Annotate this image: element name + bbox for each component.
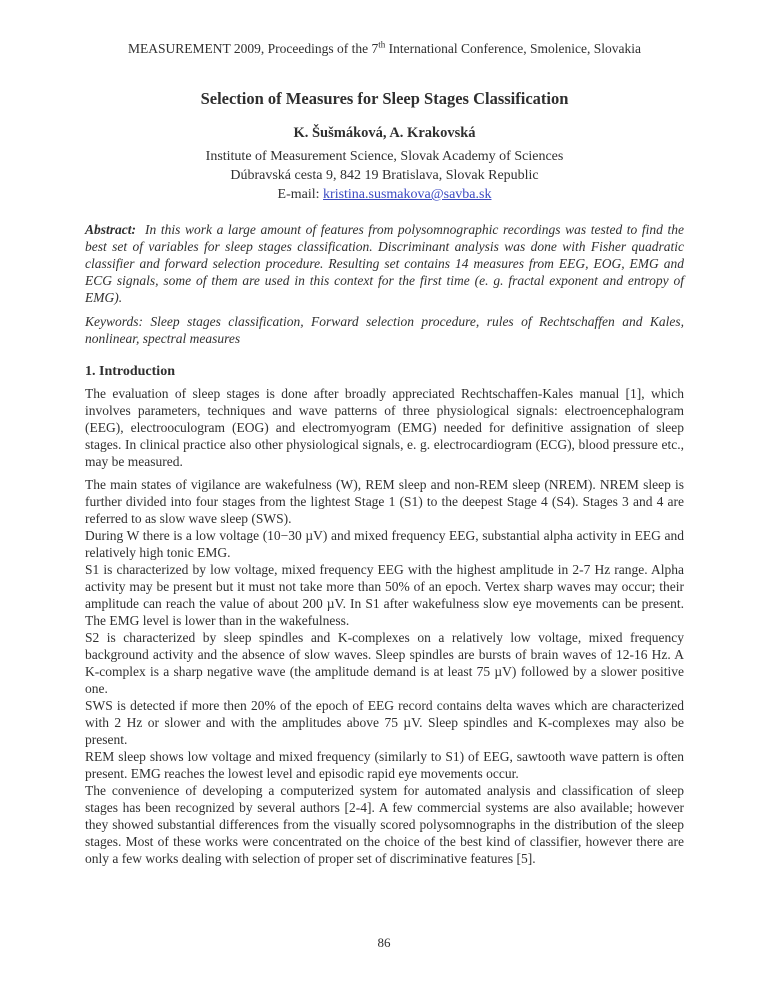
abstract-label: Abstract: (85, 222, 137, 237)
email-link[interactable]: kristina.susmakova@savba.sk (323, 187, 492, 202)
authors-line: K. Šušmáková, A. Krakovská (293, 125, 476, 141)
abstract-paragraph (85, 221, 684, 306)
introduction-heading: 1. Introduction (85, 364, 175, 379)
paper-title: Selection of Measures for Sleep Stages Classification (200, 89, 569, 108)
conference-header-suffix: International Conference, Smolenice, Slovakia (385, 41, 641, 56)
intro-paragraph: SWS is detected if more then 20% of the epoch of EEG record contains delta waves which are characterized with 2 Hz or slower and with the amplitudes above 75 µV. Sleep spindles and K-complexes may also be present. (85, 698, 684, 747)
conference-header-superscript: th (378, 39, 386, 50)
introduction-body (85, 385, 684, 867)
affiliation-institute: Institute of Measurement Science, Slovak Academy of Sciences (205, 149, 564, 164)
affiliation-block (85, 147, 684, 204)
intro-paragraph: The convenience of developing a computerized system for automated analysis and classification of sleep stages has been recognized by several authors [2-4]. A few commercial systems are also available; however they showed substantial differences from the visually scored polysomnographs in the distribution of the sleep stages. Most of these works were concentrated on the choice of the best kind of classifier, however there are only a few works dealing with selection of proper set of discriminative features [5]. (85, 783, 684, 866)
keywords-line: Keywords: Sleep stages classification, Forward selection procedure, rules of Rechtschaffen and Kales, nonlinear, spectral measures (85, 314, 684, 346)
intro-paragraph: The evaluation of sleep stages is done after broadly appreciated Rechtschaffen-Kales manual [1], which involves parameters, techniques and wave patterns of three physiological signals: electroencephalogram (EEG), electrooculogram (EOG) and electromyogram (EMG) needed for definitive assignation of sleep stages. In clinical practice also other physiological signals, e. g. electrocardiogram (ECG), blood pressure etc., may be measured. (85, 386, 684, 469)
intro-paragraph: S2 is characterized by sleep spindles and K-complexes on a relatively low voltage, mixed frequency background activity and the absence of slow waves. Sleep spindles are bursts of brain waves of 12-16 Hz. A K-complex is a sharp negative wave (the amplitude demand is at least 75 µV) followed by a slower positive one. (85, 630, 684, 696)
intro-paragraph: During W there is a low voltage (10−30 µV) and mixed frequency EEG, substantial alpha activity in EEG and relatively high tonic EMG. (85, 528, 684, 560)
email-line (85, 185, 684, 204)
conference-header-prefix: MEASUREMENT 2009, Proceedings of the 7 (128, 41, 379, 56)
intro-paragraph: REM sleep shows low voltage and mixed frequency (similarly to S1) of EEG, sawtooth wave pattern is often present. EMG reaches the lowest level and episodic rapid eye movements occur. (85, 749, 684, 781)
intro-paragraph: The main states of vigilance are wakefulness (W), REM sleep and non-REM sleep (NREM). NREM sleep is further divided into four stages from the lightest Stage 1 (S1) to the deepest Stage 4 (S4). Stages 3 and 4 are referred to as slow wave sleep (SWS). (85, 477, 684, 526)
page-number: 86 (377, 935, 391, 950)
intro-paragraph: S1 is characterized by low voltage, mixed frequency EEG with the highest amplitude in 2-7 Hz range. Alpha activity may be present but it must not take more than 50% of an epoch. Vertex sharp waves may occur; their amplitude can reach the value of about 200 µV. In S1 after wakefulness slow eye movements can be present. The EMG level is lower than in the wakefulness. (85, 562, 684, 628)
email-label: E-mail: (277, 187, 324, 202)
conference-header (85, 40, 684, 57)
affiliation-address: Dúbravská cesta 9, 842 19 Bratislava, Slovak Republic (230, 168, 539, 183)
abstract-text: In this work a large amount of features from polysomnographic recordings was tested to find the best set of variables for sleep stages classification. Discriminant analysis was done with Fisher quadratic classifier and forward selection procedure. Resulting set contains 14 measures from EEG, EOG, EMG and ECG signals, some of them are used in this context for the first time (e. g. fractal exponent and entropy of EMG). (85, 222, 684, 305)
